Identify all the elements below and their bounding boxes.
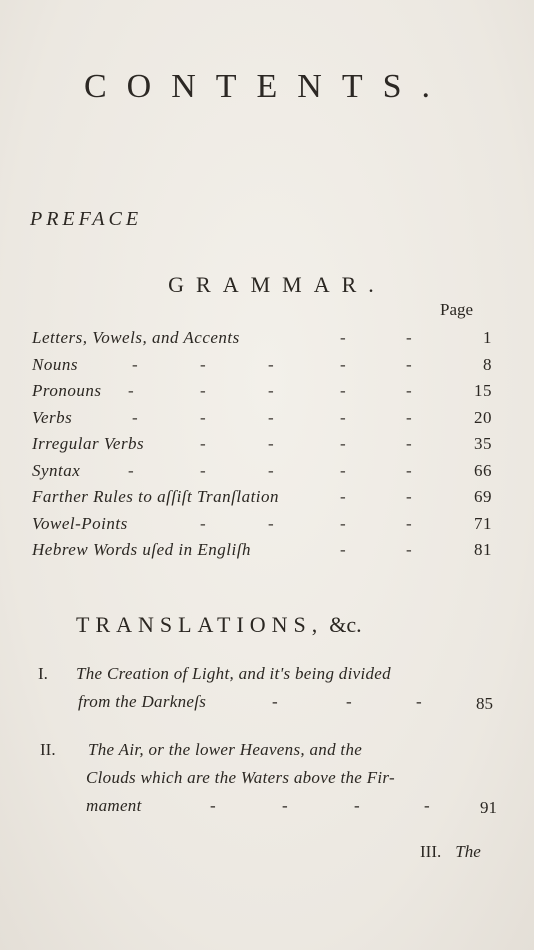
toc-row [32,487,492,514]
leader-dash: - [200,381,207,400]
leader-dash: - [340,381,347,400]
leader-dash: - [268,407,275,427]
toc-row [32,514,492,541]
leader-dash: - [132,407,139,427]
leader-dash: - [424,796,430,815]
toc-entry-page: 1 [483,328,492,347]
toc-row [32,434,492,461]
translation-line: from the Darkneſs [78,692,207,711]
leader-dash: - [128,381,135,400]
toc-row [32,355,492,382]
leader-dash: - [128,460,135,480]
leader-dash: - [406,328,413,347]
toc-entry-label: Syntax [32,460,81,480]
leader-dash: - [268,434,275,453]
toc-entry-label: Letters, Vowels, and Accents [32,328,240,347]
leader-dash: - [406,381,413,400]
toc-entry-page: 15 [474,381,492,400]
toc-entry-page: 8 [483,354,492,374]
leader-dash: - [346,692,352,711]
leader-dash: - [340,513,347,533]
leader-dash: - [268,381,275,400]
toc-row [32,381,492,408]
catchword-text: The [455,842,481,861]
toc-entry-page: 69 [474,487,492,506]
toc-entry-page: 35 [474,434,492,453]
translation-line: The Creation of Light, and it's being divided [76,664,391,683]
catchword-number: III. [420,842,442,861]
leader-dash: - [340,434,347,453]
leader-dash: - [282,796,288,815]
toc-entry-page: 71 [474,513,492,533]
translation-number: I. [38,664,48,683]
leader-dash: - [268,460,275,480]
translations-heading-etc: &c. [329,612,362,637]
leader-dash: - [406,434,413,453]
translation-line: mament [86,796,142,815]
toc-entry-label: Nouns [32,354,78,374]
leader-dash: - [200,460,207,480]
leader-dash: - [416,692,422,711]
leader-dash: - [268,354,275,374]
page-title: CONTENTS. [83,68,451,105]
grammar-toc [32,328,492,567]
leader-dash: - [406,407,413,427]
translation-number: II. [40,740,56,759]
leader-dash: - [272,692,278,711]
translations-heading-text: TRANSLATIONS, [76,612,324,637]
toc-entry-label: Verbs [32,407,73,427]
leader-dash: - [406,540,413,559]
toc-entry-page: 81 [474,540,492,559]
catchword [420,842,481,862]
leader-dash: - [200,434,207,453]
translation-line: The Air, or the lower Heavens, and the [88,740,363,759]
toc-entry-label: Hebrew Words uſed in Engliſh [32,540,251,559]
toc-entry-label: Pronouns [32,381,102,400]
leader-dash: - [268,513,275,533]
leader-dash: - [210,796,216,815]
toc-entry-page: 66 [474,460,492,480]
leader-dash: - [340,540,347,559]
preface-heading: PREFACE [30,208,143,230]
leader-dash: - [132,354,139,374]
toc-row [32,461,492,488]
leader-dash: - [406,460,413,480]
leader-dash: - [406,354,413,374]
leader-dash: - [200,513,207,533]
leader-dash: - [340,460,347,480]
translation-page: 85 [476,694,493,713]
leader-dash: - [406,513,413,533]
toc-entry-page: 20 [474,407,492,427]
toc-entry-label: Irregular Verbs [32,434,145,453]
page-column-label: Page [440,300,474,319]
leader-dash: - [340,407,347,427]
translations-heading [76,612,362,638]
translation-page: 91 [480,798,497,817]
toc-row [32,408,492,435]
leader-dash: - [200,354,207,374]
toc-entry-label: Farther Rules to aſſiſt Tranſlation [32,487,280,506]
grammar-heading: GRAMMAR. [168,272,386,297]
translation-line: Clouds which are the Waters above the Fir- [86,768,395,787]
leader-dash: - [354,796,360,815]
leader-dash: - [406,487,413,506]
toc-entry-label: Vowel-Points [32,513,128,533]
leader-dash: - [340,328,347,347]
leader-dash: - [340,487,347,506]
leader-dash: - [340,354,347,374]
toc-row [32,328,492,355]
leader-dash: - [200,407,207,427]
toc-row [32,540,492,567]
